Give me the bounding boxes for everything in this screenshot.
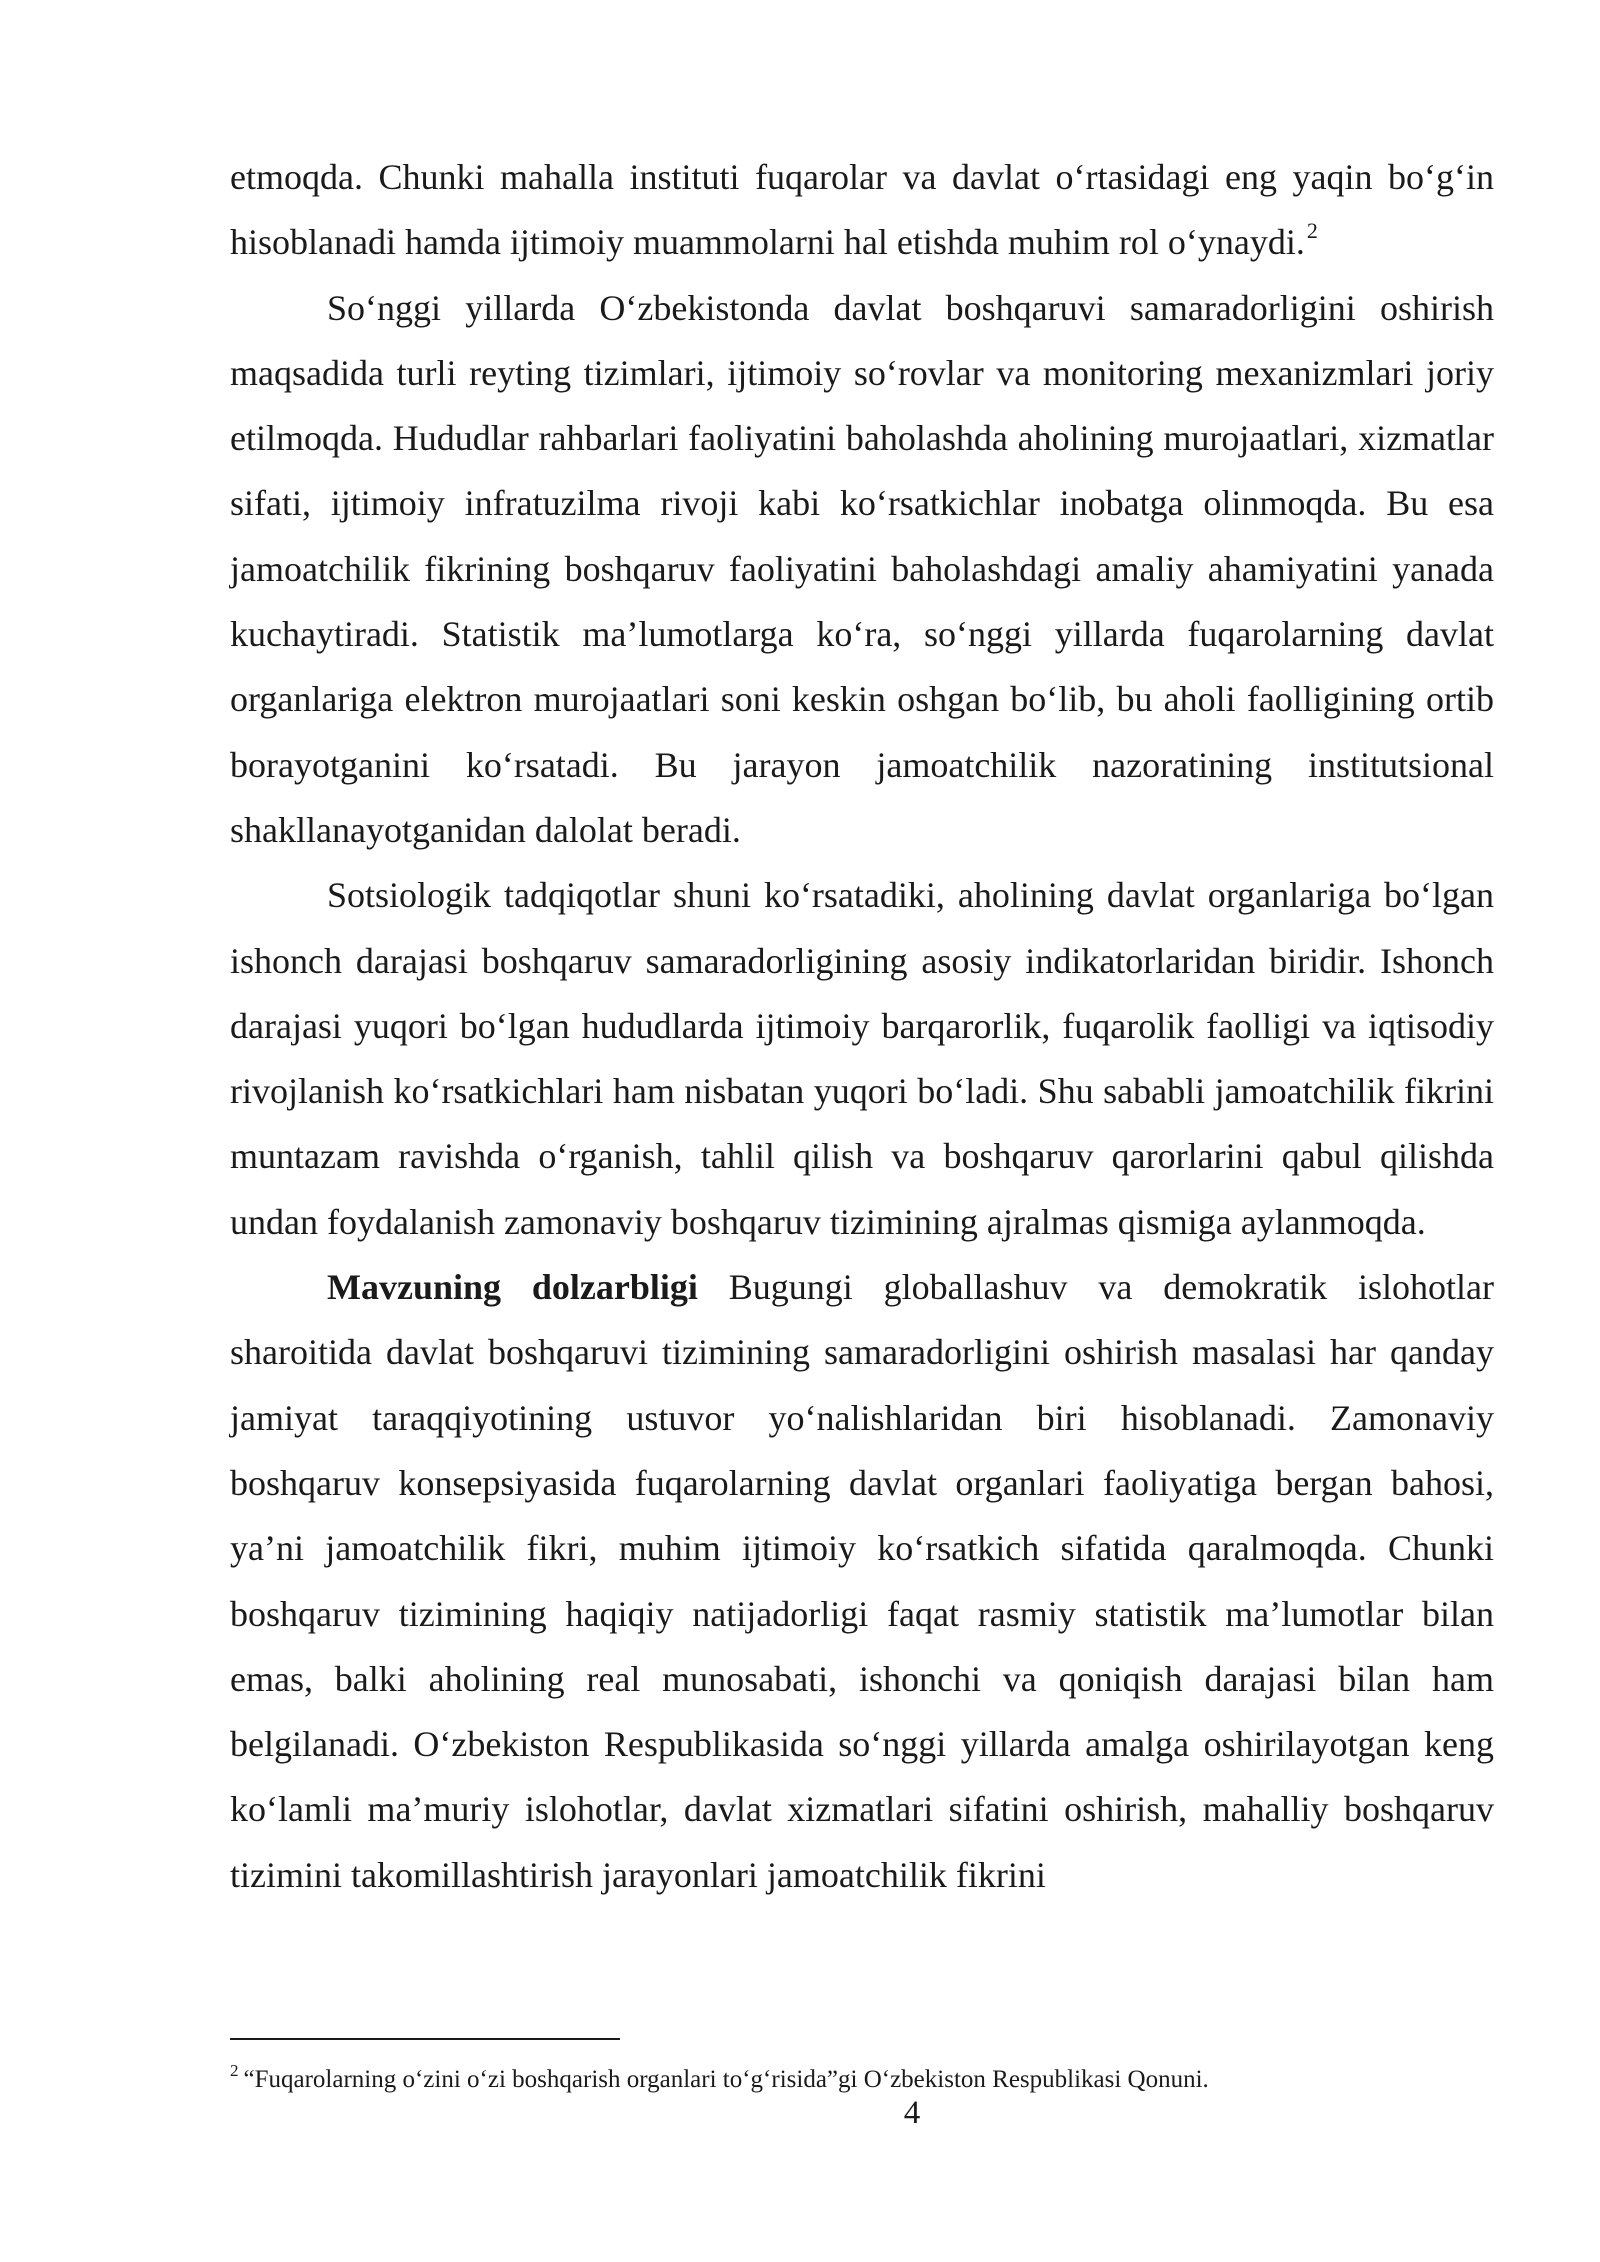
paragraph bbox=[230, 1255, 1494, 1908]
footnote-separator bbox=[230, 2038, 620, 2040]
paragraph bbox=[230, 863, 1494, 1255]
footnote-text: “Fuqarolarning o‘zini o‘zi boshqarish organlari to‘g‘risida”gi O‘zbekiston Respublikasi Qonuni. bbox=[243, 2066, 1209, 2093]
paragraph-text: Sotsiologik tadqiqotlar shuni ko‘rsatadiki, aholining davlat organlariga bo‘lgan ishonch darajasi boshqaruv samaradorligining asosiy indikatorlaridan biridir. Ishonch darajasi yuqori bo‘lgan hududlarda ijtimoiy barqarorlik, fuqarolik faolligi va iqtisodiy rivojlanish ko‘rsatkichlari ham nisbatan yuqori bo‘ladi. Shu sababli jamoatchilik fikrini muntazam ravishda o‘rganish, tahlil qilish va boshqaruv qarorlarini qabul qilishda undan foydalanish zamonaviy boshqaruv tizimining ajralmas qismiga aylanmoqda. bbox=[230, 875, 1494, 1242]
paragraph bbox=[230, 276, 1494, 864]
section-heading: Mavzuning dolzarbligi bbox=[327, 1267, 698, 1308]
paragraph-continued bbox=[230, 145, 1494, 276]
paragraph-text: etmoqda. Chunki mahalla instituti fuqarolar va davlat o‘rtasidagi eng yaqin bo‘g‘in hisoblanadi hamda ijtimoiy muammolarni hal etishda muhim rol o‘ynaydi. bbox=[230, 157, 1494, 263]
paragraph-text: Bugungi globallashuv va demokratik islohotlar sharoitida davlat boshqaruvi tizimining samaradorligini oshirish masalasi har qanday jamiyat taraqqiyotining ustuvor yo‘nalishlaridan biri hisoblanadi. Zamonaviy boshqaruv konsepsiyasida fuqarolarning davlat organlari faoliyatiga bergan bahosi, ya’ni jamoatchilik fikri, muhim ijtimoiy ko‘rsatkich sifatida qaralmoqda. Chunki boshqaruv tizimining haqiqiy natijadorligi faqat rasmiy statistik ma’lumotlar bilan emas, balki aholining real munosabati, ishonchi va qoniqish darajasi bilan ham belgilanadi. O‘zbekiston Respublikasida so‘nggi yillarda amalga oshirilayotgan keng ko‘lamli ma’muriy islohotlar, davlat xizmatlari sifatini oshirish, mahalliy boshqaruv tizimini takomillashtirish jarayonlari jamoatchilik fikrini bbox=[230, 1267, 1494, 1895]
body-text bbox=[230, 145, 1494, 1908]
footnote-reference: 2 bbox=[1306, 218, 1318, 244]
footnote-number: 2 bbox=[230, 2061, 239, 2080]
page-number: 4 bbox=[903, 2095, 921, 2131]
paragraph-text: So‘nggi yillarda O‘zbekistonda davlat boshqaruvi samaradorligini oshirish maqsadida turli reyting tizimlari, ijtimoiy so‘rovlar va monitoring mexanizmlari joriy etilmoqda. Hududlar rahbarlari faoliyatini baholashda aholining murojaatlari, xizmatlar sifati, ijtimoiy infratuzilma rivoji kabi ko‘rsatkichlar inobatga olinmoqda. Bu esa jamoatchilik fikrining boshqaruv faoliyatini baholashdagi amaliy ahamiyatini yanada kuchaytiradi. Statistik ma’lumotlarga ko‘ra, so‘nggi yillarda fuqarolarning davlat organlariga elektron murojaatlari soni keskin oshgan bo‘lib, bu aholi faolligining ortib borayotganini ko‘rsatadi. Bu jarayon jamoatchilik nazoratining institutsional shakllanayotganidan dalolat beradi. bbox=[230, 287, 1494, 850]
